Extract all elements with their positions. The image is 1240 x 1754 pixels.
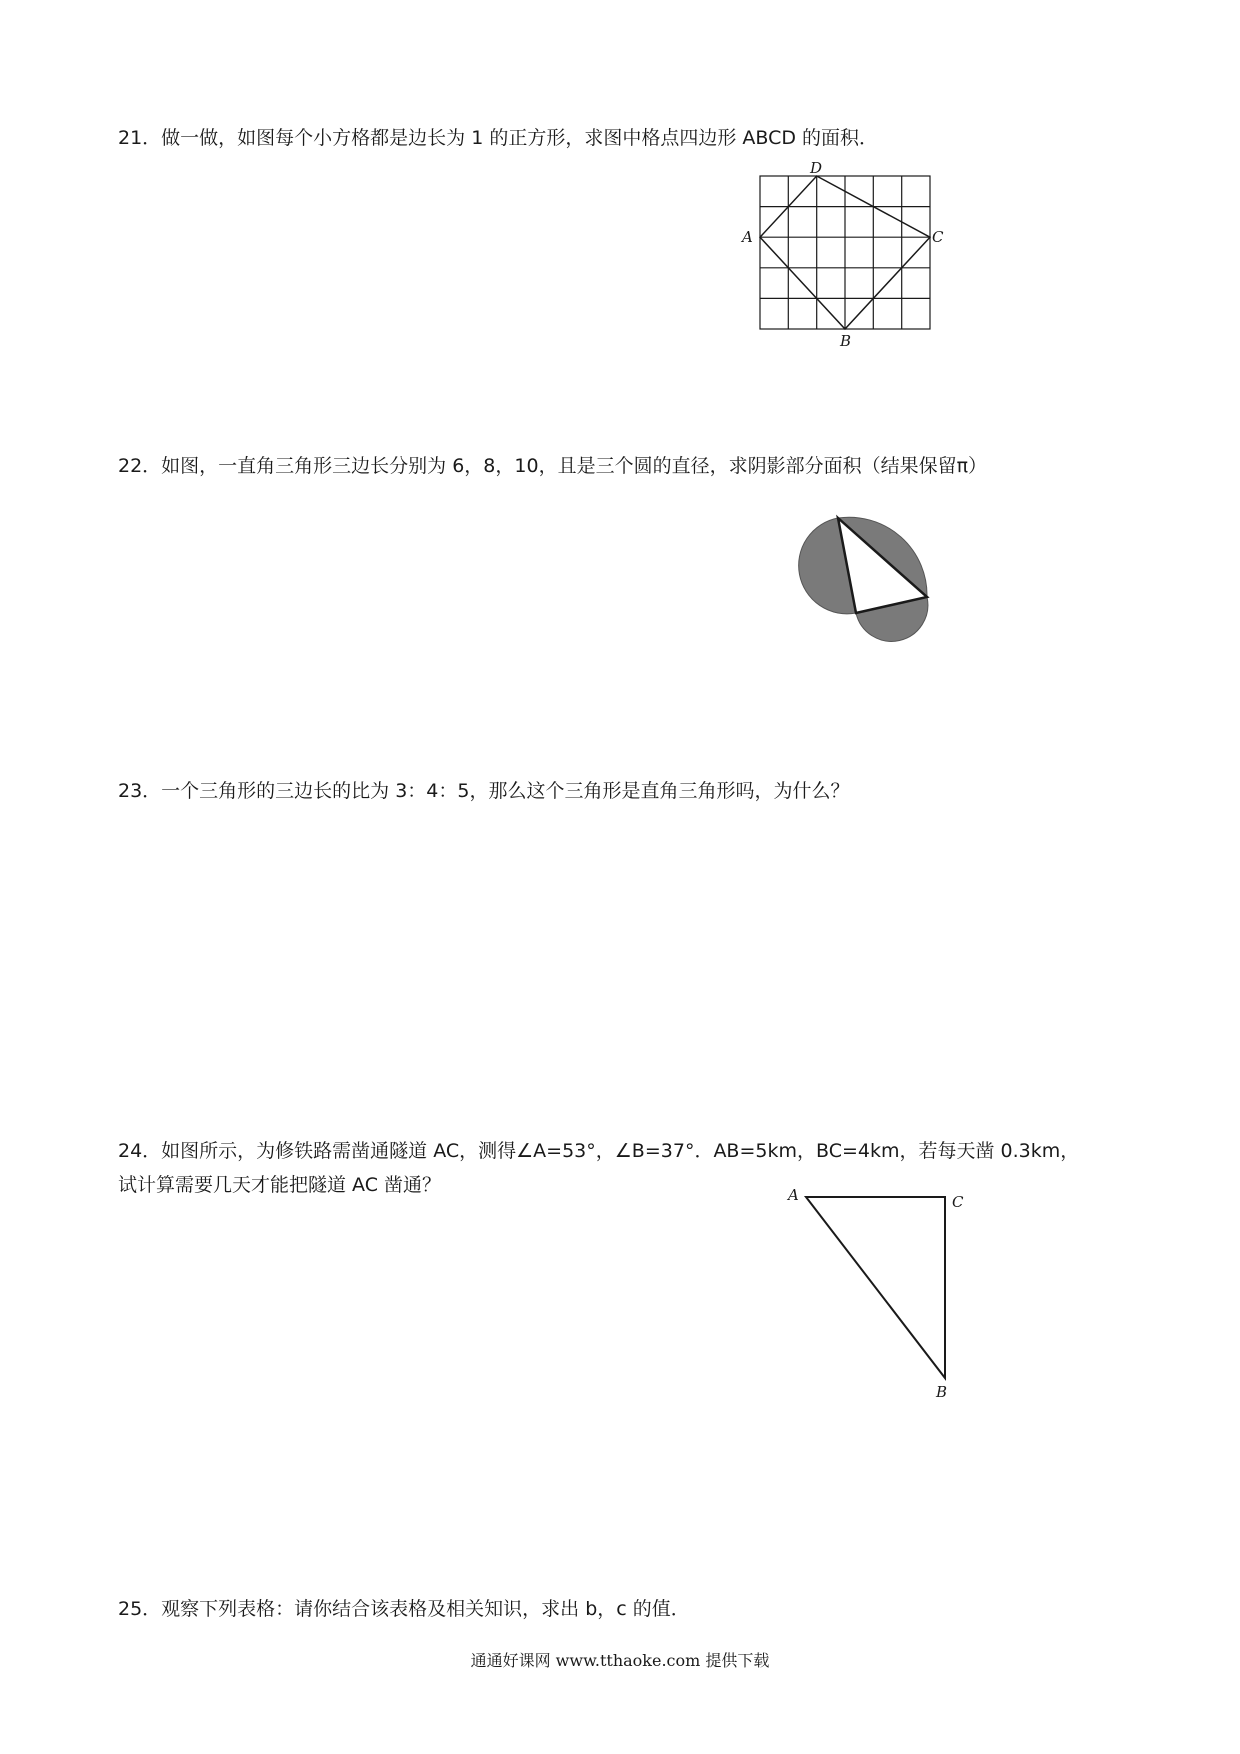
question-24-line-2: 试计算需要几天才能把隧道 AC 凿通？ [118, 1174, 442, 1196]
grid-quadrilateral-svg [740, 158, 944, 358]
label-point-c: C [932, 228, 944, 246]
semicircles-figure [780, 490, 960, 660]
label-point-b: B [840, 332, 852, 350]
semicircles-svg [780, 490, 960, 660]
page-footer: 通通好课网 www.tthaoke.com 提供下载 [470, 1651, 770, 1670]
label-point-a: A [742, 228, 753, 246]
label-point-c: C [952, 1193, 964, 1211]
question-23: 23．一个三角形的三边长的比为 3：4：5，那么这个三角形是直角三角形吗，为什么？ [118, 780, 850, 802]
grid-quadrilateral-figure [740, 158, 944, 358]
question-21: 21．做一做，如图每个小方格都是边长为 1 的正方形，求图中格点四边形 ABCD 的面积． [118, 127, 879, 149]
tunnel-triangle-svg [780, 1185, 980, 1405]
label-point-b: B [936, 1383, 948, 1401]
label-point-d: D [810, 159, 823, 177]
question-25: 25．观察下列表格：请你结合该表格及相关知识，求出 b，c 的值． [118, 1598, 690, 1620]
label-point-a: A [788, 1186, 799, 1204]
triangle-abc [806, 1197, 945, 1378]
grid-lines [760, 176, 930, 329]
question-22: 22．如图，一直角三角形三边长分别为 6，8，10，且是三个圆的直径，求阴影部分面积（结果保留π） [118, 455, 988, 477]
tunnel-triangle-figure [780, 1185, 980, 1405]
question-24-line-1: 24．如图所示，为修铁路需凿通隧道 AC，测得∠A=53°，∠B=37°．AB=5km，BC=4km，若每天凿 0.3km， [118, 1140, 1080, 1162]
